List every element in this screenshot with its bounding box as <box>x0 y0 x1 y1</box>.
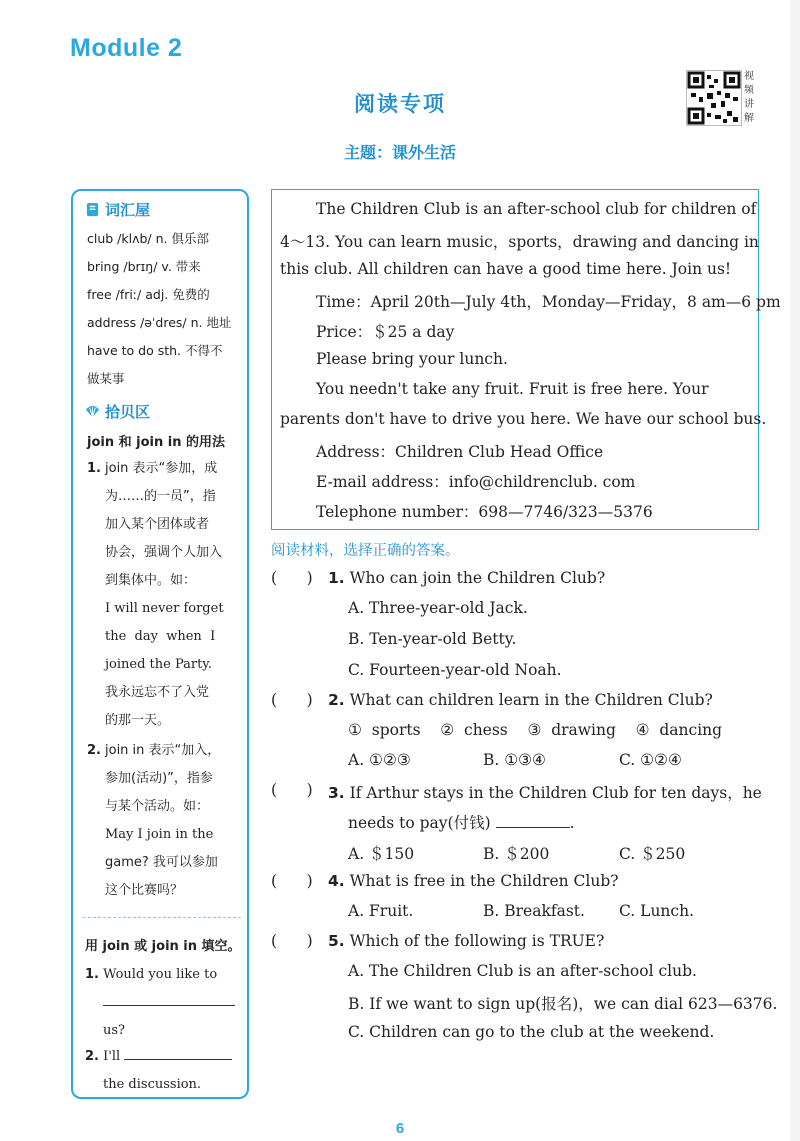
question-text: What is free in the Children Club? <box>349 872 619 890</box>
usage-line: 协会，强调个人加入 <box>105 545 223 560</box>
passage-line: Telephone number：698—7746/323—5376 <box>316 503 653 521</box>
page-edge-shadow <box>790 0 800 1141</box>
dashed-divider <box>83 917 241 918</box>
question-5 <box>328 932 604 950</box>
sidebar-panel <box>71 189 249 1099</box>
answer-bracket[interactable]: ( ) <box>271 872 313 890</box>
usage-line: 的那一天。 <box>105 713 171 728</box>
qr-code-icon[interactable] <box>686 70 742 126</box>
fill-end: us? <box>103 1023 126 1038</box>
question-number: 5. <box>328 932 345 950</box>
question-3 <box>328 781 762 803</box>
answer-bracket[interactable]: ( ) <box>271 781 313 799</box>
vocab-title: 词汇屋 <box>105 201 151 219</box>
question-number: 2. <box>328 691 345 709</box>
passage-line: 4～13. You can learn music，sports，drawing and dancing in <box>280 233 759 251</box>
vocab-item: bring /brɪŋ/ v. 带来 <box>87 259 201 274</box>
passage-line: You needn't take any fruit. Fruit is free here. Your <box>316 380 709 398</box>
vocab-item: address /əˈdres/ n. 地址 <box>87 315 232 330</box>
usage-item-1 <box>87 455 245 737</box>
option[interactable]: C. Children can go to the club at the weekend. <box>348 1023 715 1041</box>
passage-line: E-mail address：info@childrenclub. com <box>316 473 636 491</box>
answer-blank[interactable] <box>103 992 235 1006</box>
usage-line: 参加(活动)”，指参 <box>105 771 213 786</box>
option[interactable]: C. ＄250 <box>619 845 686 863</box>
vocab-heading <box>85 199 150 220</box>
page-number: 6 <box>395 1120 405 1137</box>
option[interactable]: B. Breakfast. <box>483 902 585 920</box>
vocab-item: free /friː/ adj. 免费的 <box>87 287 210 302</box>
passage-line: this club. All children can have a good time here. Join us! <box>280 260 732 278</box>
usage-line: I will never forget <box>105 601 224 616</box>
book-icon <box>85 202 100 217</box>
question-items: ① sports ② chess ③ drawing ④ dancing <box>348 721 723 739</box>
question-text: What can children learn in the Children Club? <box>349 691 713 709</box>
question-text: Who can join the Children Club? <box>349 569 606 587</box>
passage-line: Address：Children Club Head Office <box>316 443 604 461</box>
page-title: 阅读专项 <box>354 92 446 116</box>
shell-heading <box>85 401 150 422</box>
usage-line: game? 我可以参加 <box>105 855 218 870</box>
question-2 <box>328 691 713 709</box>
fill-text: Would you like to <box>103 967 218 982</box>
qr-label: 视频讲解 <box>744 71 754 124</box>
vocab-item: 做某事 <box>87 371 125 386</box>
fill-number: 2. <box>85 1049 99 1064</box>
usage-line: 我永远忘不了入党 <box>105 685 210 700</box>
usage-item-2 <box>87 737 245 909</box>
option[interactable]: A. ＄150 <box>348 845 415 863</box>
answer-blank[interactable] <box>124 1046 232 1060</box>
option[interactable]: B. If we want to sign up(报名)，we can dial 623—6376. <box>348 995 778 1013</box>
option[interactable]: A. The Children Club is an after-school club. <box>348 962 697 980</box>
question-text-cont: needs to pay(付钱) . <box>348 814 575 832</box>
question-1 <box>328 569 605 587</box>
passage-line: Time：April 20th—July 4th，Monday—Friday，8 am—6 pm <box>316 293 781 311</box>
module-heading: Module 2 <box>70 34 183 62</box>
usage-number: 2. <box>87 743 101 758</box>
answer-bracket[interactable]: ( ) <box>271 569 313 587</box>
shell-icon <box>85 404 100 419</box>
usage-line: join 表示“参加，成 <box>105 461 218 476</box>
page-subtitle: 主题：课外生活 <box>343 143 456 162</box>
answer-bracket[interactable]: ( ) <box>271 691 313 709</box>
question-text: Which of the following is TRUE? <box>349 932 605 950</box>
reading-passage <box>271 189 781 530</box>
question-number: 3. <box>328 784 345 802</box>
option[interactable]: C. Fourteen-year-old Noah. <box>348 661 562 679</box>
answer-bracket[interactable]: ( ) <box>271 932 313 950</box>
option[interactable]: A. Three-year-old Jack. <box>348 599 528 617</box>
vocab-item: have to do sth. 不得不 <box>87 343 223 358</box>
fill-text: I'll <box>103 1049 121 1064</box>
shell-title: 拾贝区 <box>105 403 151 421</box>
option[interactable]: C. Lunch. <box>619 902 695 920</box>
instruction: 阅读材料，选择正确的答案。 <box>271 543 460 559</box>
question-text: If Arthur stays in the Children Club for ten days，he <box>349 784 762 802</box>
usage-line: the day when I <box>105 629 216 644</box>
question-number: 4. <box>328 872 345 890</box>
usage-line: May I join in the <box>105 827 214 842</box>
usage-line: 与某个活动。如： <box>105 799 210 814</box>
usage-line: 这个比赛吗？ <box>105 883 184 898</box>
question-number: 1. <box>328 569 345 587</box>
option[interactable]: B. ＄200 <box>483 845 550 863</box>
option[interactable]: B. ①③④ <box>483 751 546 769</box>
question-text-2: needs to pay(付钱) <box>348 814 491 832</box>
usage-number: 1. <box>87 461 101 476</box>
passage-line: Price：＄25 a day <box>316 323 455 341</box>
usage-line: 到集体中。如： <box>105 573 197 588</box>
passage-line: parents don't have to drive you here. We have our school bus. <box>280 410 767 428</box>
usage-title: join 和 join in 的用法 <box>87 435 226 450</box>
fill-end: the discussion. <box>103 1077 202 1092</box>
passage-line: Please bring your lunch. <box>316 350 508 368</box>
vocab-list <box>87 225 245 393</box>
answer-blank[interactable] <box>496 814 570 828</box>
fill-item-2 <box>85 1043 249 1099</box>
passage-line: The Children Club is an after-school club for children of <box>316 200 757 218</box>
vocab-item: club /klʌb/ n. 俱乐部 <box>87 231 209 246</box>
fill-in-title: 用 join 或 join in 填空。 <box>85 939 241 954</box>
usage-line: 加入某个团体或者 <box>105 517 210 532</box>
option[interactable]: A. Fruit. <box>348 902 414 920</box>
fill-item-1 <box>85 961 249 1045</box>
usage-line: join in 表示“加入， <box>105 743 221 758</box>
option[interactable]: A. ①②③ <box>348 751 411 769</box>
fill-number: 1. <box>85 967 99 982</box>
usage-line: 为……的一员”，指 <box>105 489 216 504</box>
question-4 <box>328 872 619 890</box>
option[interactable]: C. ①②④ <box>619 751 682 769</box>
usage-line: joined the Party. <box>105 657 213 672</box>
option[interactable]: B. Ten-year-old Betty. <box>348 630 517 648</box>
